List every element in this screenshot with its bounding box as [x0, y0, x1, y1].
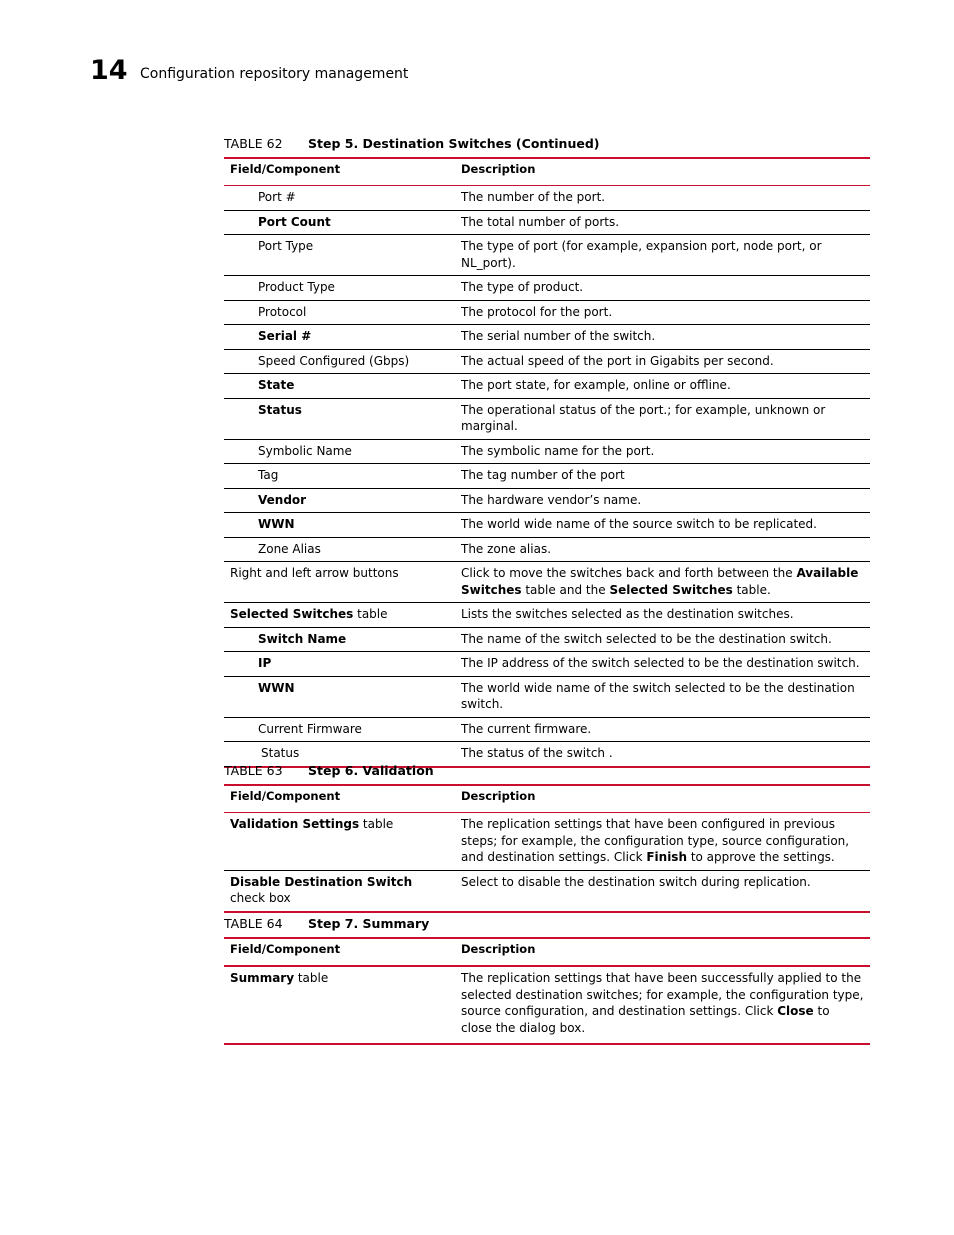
- description-cell: [455, 966, 870, 1044]
- description-text: The replication settings that have been configured in previous steps; for example, the configuration type, source configuration, and destination settings. Click: [461, 817, 850, 864]
- ui-term: Validation Settings: [230, 817, 360, 831]
- field-cell: Port Type: [224, 235, 455, 276]
- description-cell: The total number of ports.: [455, 210, 870, 235]
- field-cell: Port #: [224, 186, 455, 211]
- field-cell: Port Count: [224, 210, 455, 235]
- table-row: [224, 813, 870, 871]
- ui-term: Close: [777, 1004, 814, 1018]
- table-title: Step 5. Destination Switches (Continued): [308, 136, 600, 151]
- description-cell: The protocol for the port.: [455, 300, 870, 325]
- field-cell: [224, 813, 455, 871]
- field-cell: Tag: [224, 464, 455, 489]
- chapter-number: 14: [90, 55, 128, 86]
- description-cell: The type of product.: [455, 276, 870, 301]
- description-cell: The name of the switch selected to be the destination switch.: [455, 627, 870, 652]
- table-row: [224, 562, 870, 603]
- ui-term: Finish: [646, 850, 687, 864]
- column-header-description: Description: [455, 785, 870, 813]
- field-cell: Status: [224, 398, 455, 439]
- field-cell: [224, 870, 455, 912]
- description-text: to approve the settings.: [687, 850, 835, 864]
- table-caption: [224, 915, 870, 937]
- description-cell: The port state, for example, online or offline.: [455, 374, 870, 399]
- table-label: TABLE 64: [224, 916, 283, 931]
- table-caption: [224, 762, 870, 784]
- table-63: [224, 784, 870, 913]
- description-text: Click to move the switches back and forth between the: [461, 566, 797, 580]
- table-row: [224, 966, 870, 1044]
- table-title: Step 6. Validation: [308, 763, 434, 778]
- field-cell: Current Firmware: [224, 717, 455, 742]
- field-suffix: table: [359, 817, 394, 831]
- description-cell: The actual speed of the port in Gigabits per second.: [455, 349, 870, 374]
- table-row: [224, 300, 870, 325]
- description-cell: The status of the switch .: [455, 742, 870, 767]
- table-63-block: [224, 762, 870, 913]
- description-cell: The type of port (for example, expansion port, node port, or NL_port).: [455, 235, 870, 276]
- field-suffix: check box: [230, 891, 291, 905]
- table-caption: [224, 135, 870, 157]
- description-cell: Select to disable the destination switch during replication.: [455, 870, 870, 912]
- description-cell: The zone alias.: [455, 537, 870, 562]
- table-label: TABLE 63: [224, 763, 283, 778]
- table-row: [224, 235, 870, 276]
- description-cell: The serial number of the switch.: [455, 325, 870, 350]
- table-label: TABLE 62: [224, 136, 283, 151]
- chapter-title: Configuration repository management: [140, 66, 409, 82]
- field-cell: State: [224, 374, 455, 399]
- description-cell: Lists the switches selected as the destination switches.: [455, 603, 870, 628]
- table-row: [224, 870, 870, 912]
- table-row: [224, 349, 870, 374]
- ui-term: Available Switches: [461, 566, 859, 597]
- ui-term: Summary: [230, 971, 295, 985]
- field-cell: Zone Alias: [224, 537, 455, 562]
- table-row: [224, 276, 870, 301]
- field-cell: Symbolic Name: [224, 439, 455, 464]
- description-text: table and the: [521, 582, 610, 597]
- description-cell: The symbolic name for the port.: [455, 439, 870, 464]
- description-cell: The operational status of the port.; for example, unknown or marginal.: [455, 398, 870, 439]
- table-header-row: [224, 158, 870, 186]
- table-62-block: [224, 135, 870, 768]
- description-cell: The world wide name of the switch selected to be the destination switch.: [455, 676, 870, 717]
- field-cell: WWN: [224, 676, 455, 717]
- description-cell: The current firmware.: [455, 717, 870, 742]
- field-suffix: table: [294, 971, 329, 985]
- field-cell: Product Type: [224, 276, 455, 301]
- table-title: Step 7. Summary: [308, 916, 430, 931]
- column-header-description: Description: [455, 158, 870, 186]
- field-cell: Status: [224, 742, 455, 767]
- table-row: [224, 439, 870, 464]
- table-row: [224, 676, 870, 717]
- table-row: [224, 488, 870, 513]
- table-header-row: [224, 785, 870, 813]
- description-text: The replication settings that have been successfully applied to the selected destination switches; for example, the configuration type, source configuration, and destination settings. Click: [461, 971, 864, 1018]
- ui-term: Disable Destination Switch: [230, 874, 413, 889]
- field-cell: Right and left arrow buttons: [224, 562, 455, 603]
- description-cell: [455, 562, 870, 603]
- description-cell: The hardware vendor’s name.: [455, 488, 870, 513]
- description-text: to close the dialog box.: [461, 1004, 830, 1035]
- ui-term: Selected Switches: [230, 607, 354, 621]
- column-header-field: Field/Component: [224, 158, 455, 186]
- table-row: [224, 513, 870, 538]
- ui-term: Selected Switches: [609, 582, 733, 597]
- table-row: [224, 210, 870, 235]
- table-row: [224, 374, 870, 399]
- table-row: [224, 325, 870, 350]
- description-cell: The world wide name of the source switch to be replicated.: [455, 513, 870, 538]
- field-cell: Vendor: [224, 488, 455, 513]
- column-header-description: Description: [455, 938, 870, 966]
- description-cell: The tag number of the port: [455, 464, 870, 489]
- table-64-block: [224, 915, 870, 1045]
- description-text: table.: [732, 582, 771, 597]
- field-cell: [224, 603, 455, 628]
- table-62: [224, 157, 870, 768]
- table-row: [224, 717, 870, 742]
- field-cell: Switch Name: [224, 627, 455, 652]
- table-row: [224, 464, 870, 489]
- table-row: [224, 652, 870, 677]
- table-row: [224, 603, 870, 628]
- column-header-field: Field/Component: [224, 785, 455, 813]
- description-cell: The number of the port.: [455, 186, 870, 211]
- field-cell: IP: [224, 652, 455, 677]
- description-cell: The IP address of the switch selected to be the destination switch.: [455, 652, 870, 677]
- description-cell: [455, 813, 870, 871]
- field-cell: Protocol: [224, 300, 455, 325]
- field-cell: Speed Configured (Gbps): [224, 349, 455, 374]
- field-cell: WWN: [224, 513, 455, 538]
- field-suffix: table: [353, 607, 388, 621]
- field-cell: Serial #: [224, 325, 455, 350]
- table-64: [224, 937, 870, 1045]
- field-cell: [224, 966, 455, 1044]
- table-header-row: [224, 938, 870, 966]
- table-row: [224, 398, 870, 439]
- table-row: [224, 537, 870, 562]
- column-header-field: Field/Component: [224, 938, 455, 966]
- table-row: [224, 627, 870, 652]
- table-row: [224, 186, 870, 211]
